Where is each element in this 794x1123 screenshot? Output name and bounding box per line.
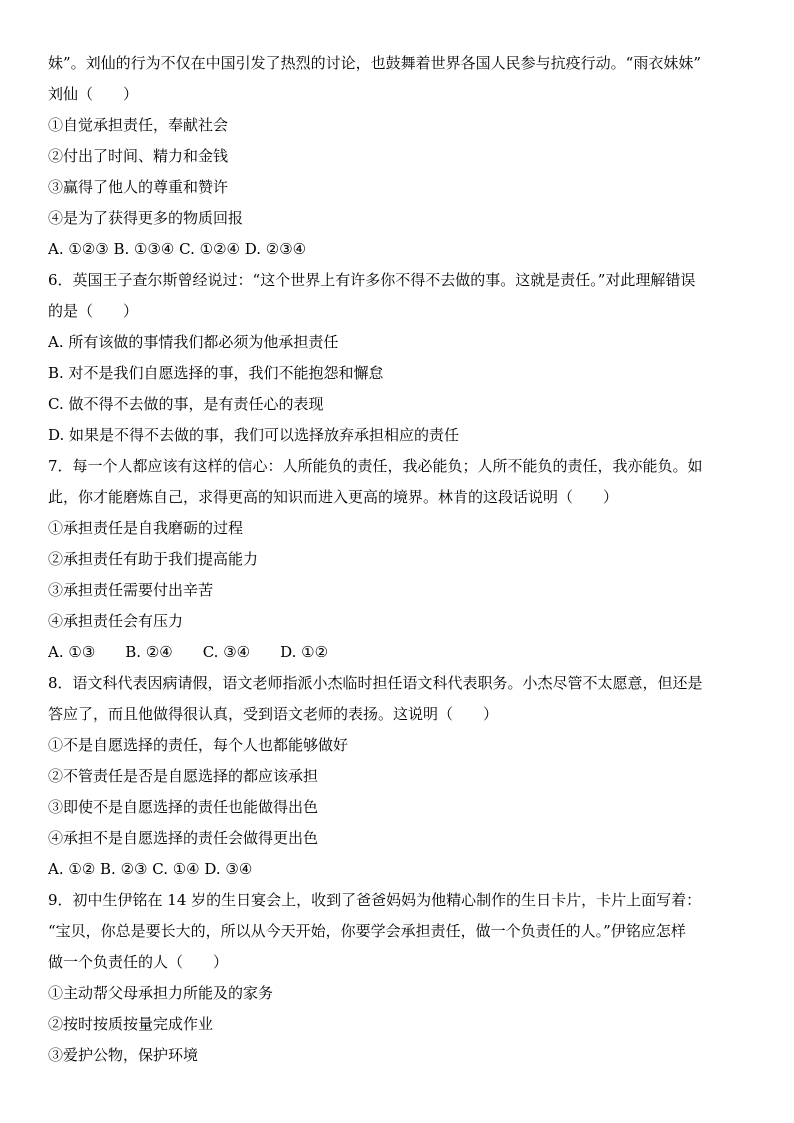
question-6-stem-cont: 的是（ ） xyxy=(48,302,139,320)
statement-option: ③爱护公物，保护环境 xyxy=(48,1046,199,1064)
document-page xyxy=(48,48,758,1071)
statement-option: ④承担不是自愿选择的责任会做得更出色 xyxy=(48,829,319,847)
question-8-stem-cont: 答应了，而且他做得很认真，受到语文老师的表扬。这说明（ ） xyxy=(48,705,499,723)
statement-option: ②按时按质按量完成作业 xyxy=(48,1015,214,1033)
choice-c: C. 做不得不去做的事，是有责任心的表现 xyxy=(48,395,324,413)
answer-choices: A. ①② B. ②③ C. ①④ D. ③④ xyxy=(48,860,253,878)
question-7-stem-cont: 此，你才能磨炼自己，求得更高的知识而进入更高的境界。林肯的这段话说明（ ） xyxy=(48,488,619,506)
answer-choices: A. ①③ B. ②④ C. ③④ D. ①② xyxy=(48,643,329,661)
statement-option: ③赢得了他人的尊重和赞许 xyxy=(48,178,229,196)
question-stem-line: 刘仙（ ） xyxy=(48,85,139,103)
question-8-stem: 8．语文科代表因病请假，语文老师指派小杰临时担任语文科代表职务。小杰尽管不太愿意，但还是 xyxy=(48,674,703,692)
question-7-stem: 7．每一个人都应该有这样的信心：人所能负的责任，我必能负；人所不能负的责任，我亦能负。如 xyxy=(48,457,703,475)
answer-choices: A. ①②③ B. ①③④ C. ①②④ D. ②③④ xyxy=(48,240,307,258)
question-6-stem: 6．英国王子查尔斯曾经说过：“这个世界上有许多你不得不去做的事。这就是责任。”对此理解错误 xyxy=(48,271,696,289)
text-line: 妹”。刘仙的行为不仅在中国引发了热烈的讨论，也鼓舞着世界各国人民参与抗疫行动。“雨衣妹妹” xyxy=(48,54,702,72)
choice-b: B. 对不是我们自愿选择的事，我们不能抱怨和懈怠 xyxy=(48,364,384,382)
statement-option: ①不是自愿选择的责任，每个人也都能够做好 xyxy=(48,736,349,754)
statement-option: ③即使不是自愿选择的责任也能做得出色 xyxy=(48,798,319,816)
statement-option: ④承担责任会有压力 xyxy=(48,612,184,630)
choice-d: D. 如果是不得不去做的事，我们可以选择放弃承担相应的责任 xyxy=(48,426,460,444)
statement-option: ②承担责任有助于我们提高能力 xyxy=(48,550,259,568)
statement-option: ①承担责任是自我磨砺的过程 xyxy=(48,519,244,537)
question-9-stem: 9．初中生伊铭在 14 岁的生日宴会上，收到了爸爸妈妈为他精心制作的生日卡片，卡片上面写着： xyxy=(48,891,702,909)
statement-option: ①主动帮父母承担力所能及的家务 xyxy=(48,984,274,1002)
question-9-stem-cont: 做一个负责任的人（ ） xyxy=(48,953,229,971)
question-9-stem-cont: “宝贝，你总是要长大的，所以从今天开始，你要学会承担责任，做一个负责任的人。”伊铭应怎样 xyxy=(48,922,686,940)
statement-option: ③承担责任需要付出辛苦 xyxy=(48,581,214,599)
statement-option: ②不管责任是否是自愿选择的都应该承担 xyxy=(48,767,319,785)
statement-option: ②付出了时间、精力和金钱 xyxy=(48,147,229,165)
statement-option: ①自觉承担责任，奉献社会 xyxy=(48,116,229,134)
choice-a: A. 所有该做的事情我们都必须为他承担责任 xyxy=(48,333,339,351)
statement-option: ④是为了获得更多的物质回报 xyxy=(48,209,244,227)
